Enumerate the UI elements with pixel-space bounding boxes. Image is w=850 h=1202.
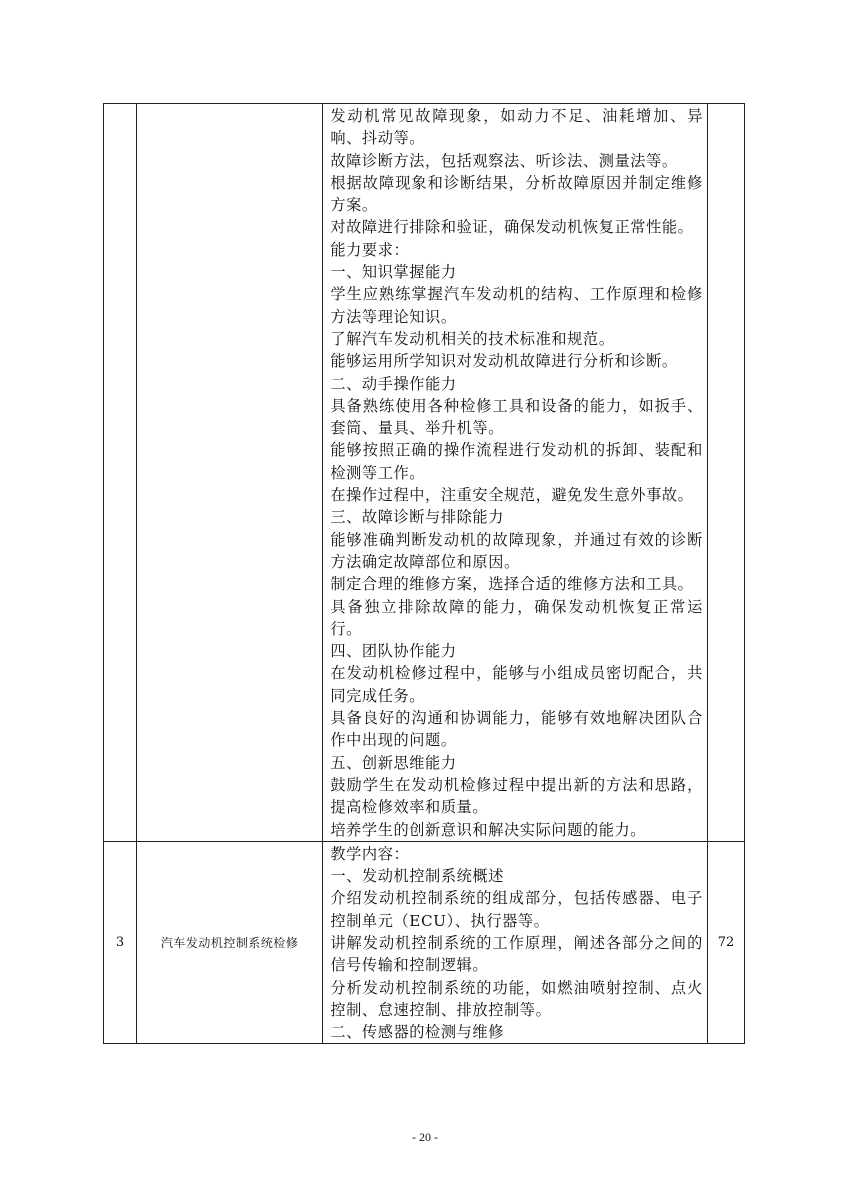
content-line: 二、传感器的检测与维修 (330, 1023, 504, 1042)
content-line: 了解汽车发动机相关的技术标准和规范。 (330, 329, 615, 348)
content-line: 具备熟练使用各种检修工具和设备的能力，如扳手、套筒、量具、举升机等。 (330, 396, 703, 438)
content-line: 在操作过程中，注重安全规范，避免发生意外事故。 (330, 486, 694, 505)
content-line: 能够准确判断发动机的故障现象，并通过有效的诊断方法确定故障部位和原因。 (330, 530, 703, 571)
table-row (104, 841, 745, 1044)
content-line: 五、创新思维能力 (330, 753, 457, 772)
content-line: 能够按照正确的操作流程进行发动机的拆卸、装配和检测等工作。 (330, 441, 703, 482)
content-line: 介绍发动机控制系统的组成部分，包括传感器、电子控制单元（ECU）、执行器等。 (330, 889, 703, 930)
content-line: 讲解发动机控制系统的工作原理，阐述各部分之间的信号传输和控制逻辑。 (330, 933, 703, 975)
content-line: 四、团队协作能力 (330, 642, 457, 661)
content-line: 故障诊断方法，包括观察法、听诊法、测量法等。 (330, 151, 678, 170)
course-name-cell (137, 104, 323, 842)
content-line: 三、故障诊断与排除能力 (330, 508, 504, 527)
course-name-cell: 汽车发动机控制系统检修 (137, 841, 323, 1044)
course-content-cell (323, 104, 708, 842)
content-line: 学生应熟练掌握汽车发动机的结构、工作原理和检修方法等理论知识。 (330, 285, 703, 326)
content-line: 在发动机检修过程中，能够与小组成员密切配合，共同完成任务。 (330, 664, 703, 705)
content-line: 能够运用所学知识对发动机故障进行分析和诊断。 (330, 352, 678, 371)
content-line: 二、动手操作能力 (330, 374, 457, 393)
page-number: - 20 - (412, 1130, 438, 1144)
content-line: 能力要求： (330, 240, 410, 259)
content-line: 具备良好的沟通和协调能力，能够有效地解决团队合作中出现的问题。 (330, 709, 703, 750)
row-number-cell (104, 104, 137, 842)
content-line: 一、知识掌握能力 (330, 263, 457, 282)
row-number-cell: 3 (104, 841, 137, 1044)
hours-cell (707, 104, 744, 842)
content-line: 鼓励学生在发动机检修过程中提出新的方法和思路，提高检修效率和质量。 (330, 775, 703, 817)
hours-cell: 72 (707, 841, 744, 1044)
content-line: 分析发动机控制系统的功能，如燃油喷射控制、点火控制、怠速控制、排放控制等。 (330, 978, 703, 1019)
content-line: 教学内容： (330, 844, 410, 863)
course-table (103, 103, 745, 1044)
content-line: 根据故障现象和诊断结果，分析故障原因并制定维修方案。 (330, 173, 703, 215)
course-content-cell (323, 841, 708, 1044)
content-line: 具备独立排除故障的能力，确保发动机恢复正常运行。 (330, 597, 703, 638)
content-line: 制定合理的维修方案，选择合适的维修方法和工具。 (330, 575, 694, 594)
content-line: 对故障进行排除和验证，确保发动机恢复正常性能。 (330, 218, 694, 237)
content-line: 培养学生的创新意识和解决实际问题的能力。 (330, 820, 647, 839)
table-row (104, 104, 745, 842)
content-line: 发动机常见故障现象，如动力不足、油耗增加、异响、抖动等。 (330, 107, 703, 148)
content-line: 一、发动机控制系统概述 (330, 867, 504, 886)
